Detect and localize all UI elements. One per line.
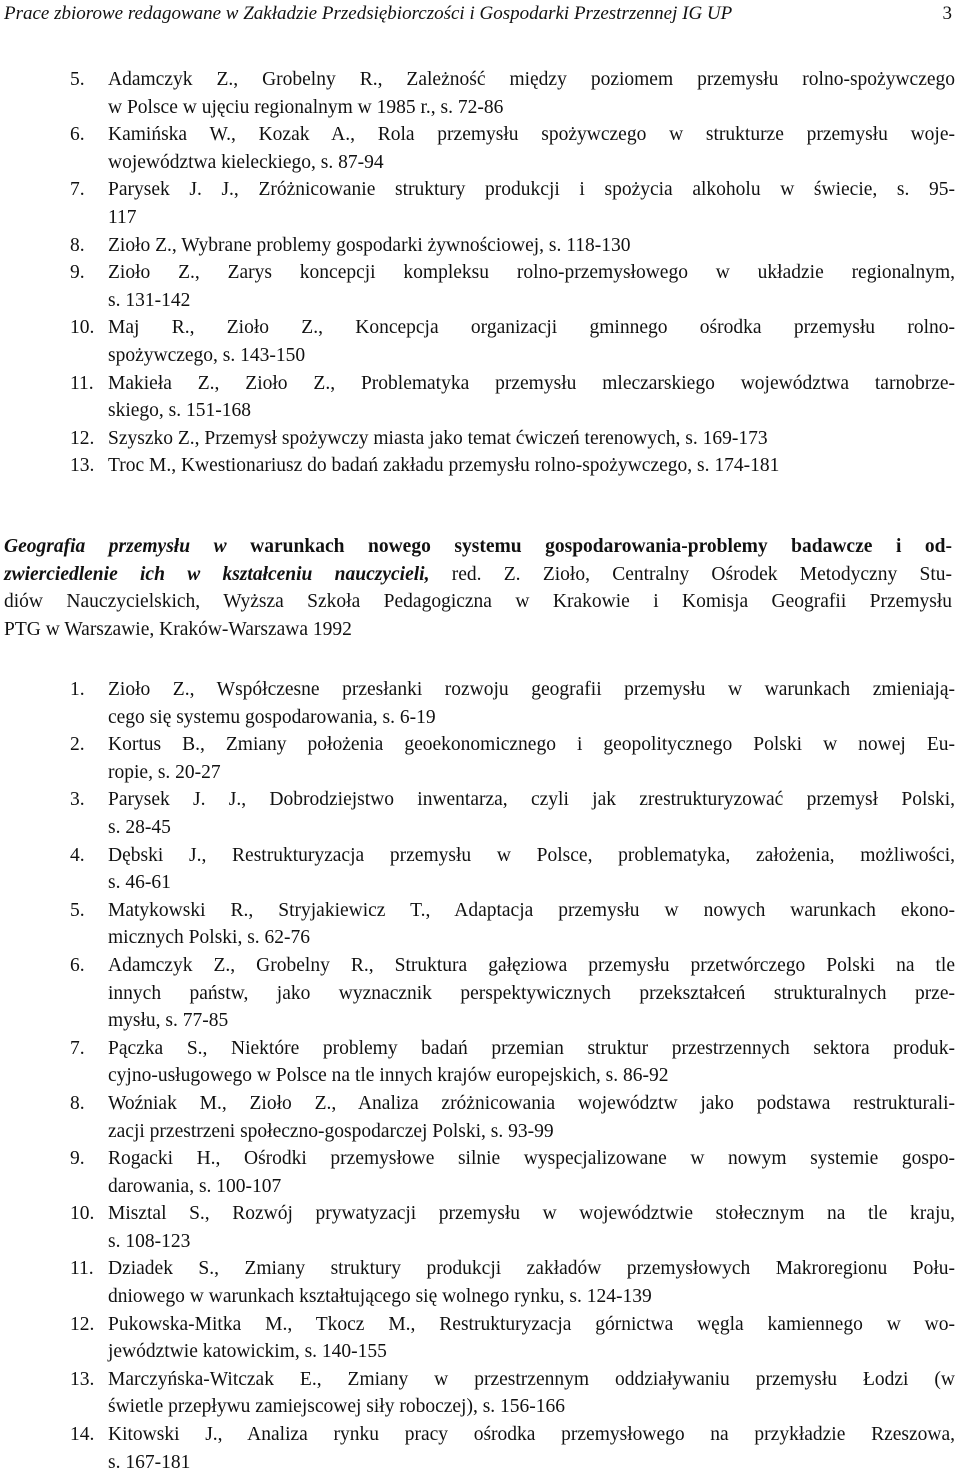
item-text: Adamczyk Z., Grobelny R., Zależność między poziomem przemysłu rolno-spożywczego [108, 69, 955, 90]
list-item [70, 370, 955, 425]
item-number: 7. [70, 179, 85, 201]
heading-editor: red. Z. Zioło, Centralny Ośrodek Metodyczny Stu- [429, 563, 952, 585]
item-text: Woźniak M., Zioło Z., Analiza zróżnicowania województw jako podstawa restrukturali- [108, 1092, 955, 1114]
item-text: s. 28-45 [108, 816, 171, 838]
item-number: 9. [70, 1148, 85, 1170]
list-item [70, 66, 955, 121]
item-text: s. 131-142 [108, 289, 191, 311]
item-text: s. 108-123 [108, 1230, 191, 1252]
item-text: darowania, s. 100-107 [108, 1175, 282, 1197]
item-number: 5. [70, 899, 85, 921]
item-number: 10. [70, 1203, 95, 1225]
list-item [70, 842, 955, 897]
item-text: Parysek J. J., Dobrodziejstwo inwentarza, czyli jak zrestrukturyzować przemysł Polski, [108, 789, 955, 811]
heading-line [4, 533, 952, 561]
item-number: 14. [70, 1424, 95, 1446]
item-text: Marczyńska-Witczak E., Zmiany w przestrzennym oddziaływaniu przemysłu Łodzi (w [108, 1368, 955, 1390]
item-text: spożywczego, s. 143-150 [108, 344, 306, 366]
item-number: 1. [70, 679, 85, 700]
section-heading [4, 533, 952, 643]
list-item [70, 1366, 955, 1421]
heading-line: diów Nauczycielskich, Wyższa Szkoła Pedagogiczna w Krakowie i Komisja Geografii Przemysłu [4, 591, 952, 612]
item-text: Maj R., Zioło Z., Koncepcja organizacji gminnego ośrodka przemysłu rolno- [108, 317, 955, 339]
item-text: s. 167-181 [108, 1451, 191, 1473]
item-number: 9. [70, 262, 85, 284]
item-text: jewództwie katowickim, s. 140-155 [108, 1341, 387, 1363]
item-text: Makieła Z., Zioło Z., Problematyka przemysłu mleczarskiego województwa tarnobrze- [108, 372, 955, 394]
item-text: dniowego w warunkach kształtującego się wolnego rynku, s. 124-139 [108, 1286, 652, 1308]
running-header [4, 2, 952, 28]
item-text: Troc M., Kwestionariusz do badań zakładu przemysłu rolno-spożywczego, s. 174-181 [108, 455, 780, 477]
list-item [70, 314, 955, 369]
heading-title-italic: zwierciedlenie ich w kształceniu nauczycieli, [4, 563, 430, 585]
list-item [70, 786, 955, 841]
item-text: ropie, s. 20-27 [108, 761, 221, 783]
list-item [70, 897, 955, 952]
item-text: świetle przepływu zamiejscowej siły roboczej), s. 156-166 [108, 1396, 566, 1418]
heading-line [4, 561, 952, 589]
item-number: 6. [70, 954, 85, 976]
item-number: 4. [70, 844, 85, 866]
item-number: 7. [70, 1037, 85, 1059]
item-text: Adamczyk Z., Grobelny R., Struktura gałęziowa przemysłu przetwórczego Polski na tle [108, 954, 955, 976]
list-item [70, 952, 955, 1035]
item-text: Pączka S., Niektóre problemy badań przemian struktur przestrzennych sektora produk- [108, 1037, 955, 1059]
item-text: w Polsce w ujęciu regionalnym w 1985 r., s. 72-86 [108, 96, 504, 118]
item-text: s. 46-61 [108, 872, 171, 894]
item-text: Zioło Z., Wybrane problemy gospodarki żywnościowej, s. 118-130 [108, 234, 631, 256]
heading-title-italic: Geografia przemysłu w [4, 536, 227, 557]
item-text: województwa kieleckiego, s. 87-94 [108, 151, 384, 173]
item-text: cyjno-usługowego w Polsce na tle innych krajów europejskich, s. 86-92 [108, 1065, 669, 1087]
page-number: 3 [942, 3, 952, 24]
item-text: zacji przestrzeni społeczno-gospodarczej Polski, s. 93-99 [108, 1120, 554, 1142]
list-item [70, 425, 955, 453]
item-number: 11. [70, 1258, 94, 1280]
list-item [70, 1035, 955, 1090]
item-number: 8. [70, 1092, 85, 1114]
item-number: 2. [70, 734, 85, 756]
list-item [70, 259, 955, 314]
item-number: 5. [70, 69, 85, 90]
item-number: 8. [70, 234, 85, 256]
list-item [70, 676, 955, 731]
reference-list-2 [70, 676, 955, 1476]
list-item [70, 731, 955, 786]
item-text: Pukowska-Mitka M., Tkocz M., Restrukturyzacja górnictwa węgla kamiennego w wo- [108, 1313, 955, 1335]
item-text: Kortus B., Zmiany położenia geoekonomicznego i geopolitycznego Polski w nowej Eu- [108, 734, 955, 756]
item-text: Parysek J. J., Zróżnicowanie struktury produkcji i spożycia alkoholu w świecie, s. 95- [108, 179, 955, 201]
item-number: 12. [70, 427, 95, 449]
item-text: Rogacki H., Ośrodki przemysłowe silnie wyspecjalizowane w nowym systemie gospo- [108, 1148, 955, 1170]
item-text: Kitowski J., Analiza rynku pracy ośrodka przemysłowego na przykładzie Rzeszowa, [108, 1424, 955, 1446]
heading-title-bold: warunkach nowego systemu gospodarowania-problemy badawcze i od- [226, 536, 953, 557]
item-text: micznych Polski, s. 62-76 [108, 927, 311, 949]
item-text: mysłu, s. 77-85 [108, 1010, 229, 1032]
list-item [70, 232, 955, 260]
item-number: 10. [70, 317, 95, 339]
item-text: Dębski J., Restrukturyzacja przemysłu w Polsce, problematyka, założenia, możliwości, [108, 844, 955, 866]
item-text: innych państw, jako wyznacznik perspektywicznych przekształceń strukturalnych prze- [108, 982, 955, 1004]
item-text: 117 [108, 206, 137, 228]
reference-list-1 [70, 66, 955, 480]
list-item [70, 1421, 955, 1476]
item-text: Dziadek S., Zmiany struktury produkcji zakładów przemysłowych Makroregionu Połu- [108, 1258, 955, 1280]
item-text: Szyszko Z., Przemysł spożywczy miasta jako temat ćwiczeń terenowych, s. 169-173 [108, 427, 768, 449]
item-text: Zioło Z., Współczesne przesłanki rozwoju geografii przemysłu w warunkach zmieniają- [108, 679, 955, 700]
item-number: 3. [70, 789, 85, 811]
item-text: skiego, s. 151-168 [108, 400, 251, 422]
list-item [70, 1200, 955, 1255]
list-item [70, 1145, 955, 1200]
item-text: Kamińska W., Kozak A., Rola przemysłu spożywczego w strukturze przemysłu woje- [108, 124, 955, 146]
list-item [70, 452, 955, 480]
item-number: 13. [70, 1368, 95, 1390]
item-number: 13. [70, 455, 95, 477]
list-item [70, 1255, 955, 1310]
item-text: cego się systemu gospodarowania, s. 6-19 [108, 706, 436, 728]
item-text: Misztal S., Rozwój prywatyzacji przemysłu w województwie stołecznym na tle kraju, [108, 1203, 955, 1225]
item-number: 12. [70, 1313, 95, 1335]
list-item [70, 176, 955, 231]
item-text: Matykowski R., Stryjakiewicz T., Adaptacja przemysłu w nowych warunkach ekono- [108, 899, 955, 921]
item-number: 11. [70, 372, 94, 394]
item-text: Zioło Z., Zarys koncepcji kompleksu rolno-przemysłowego w układzie regionalnym, [108, 262, 955, 284]
heading-line: PTG w Warszawie, Kraków-Warszawa 1992 [4, 618, 352, 640]
list-item [70, 121, 955, 176]
list-item [70, 1311, 955, 1366]
list-item [70, 1090, 955, 1145]
header-title: Prace zbiorowe redagowane w Zakładzie Przedsiębiorczości i Gospodarki Przestrzennej IG UP [4, 3, 733, 24]
item-number: 6. [70, 124, 85, 146]
